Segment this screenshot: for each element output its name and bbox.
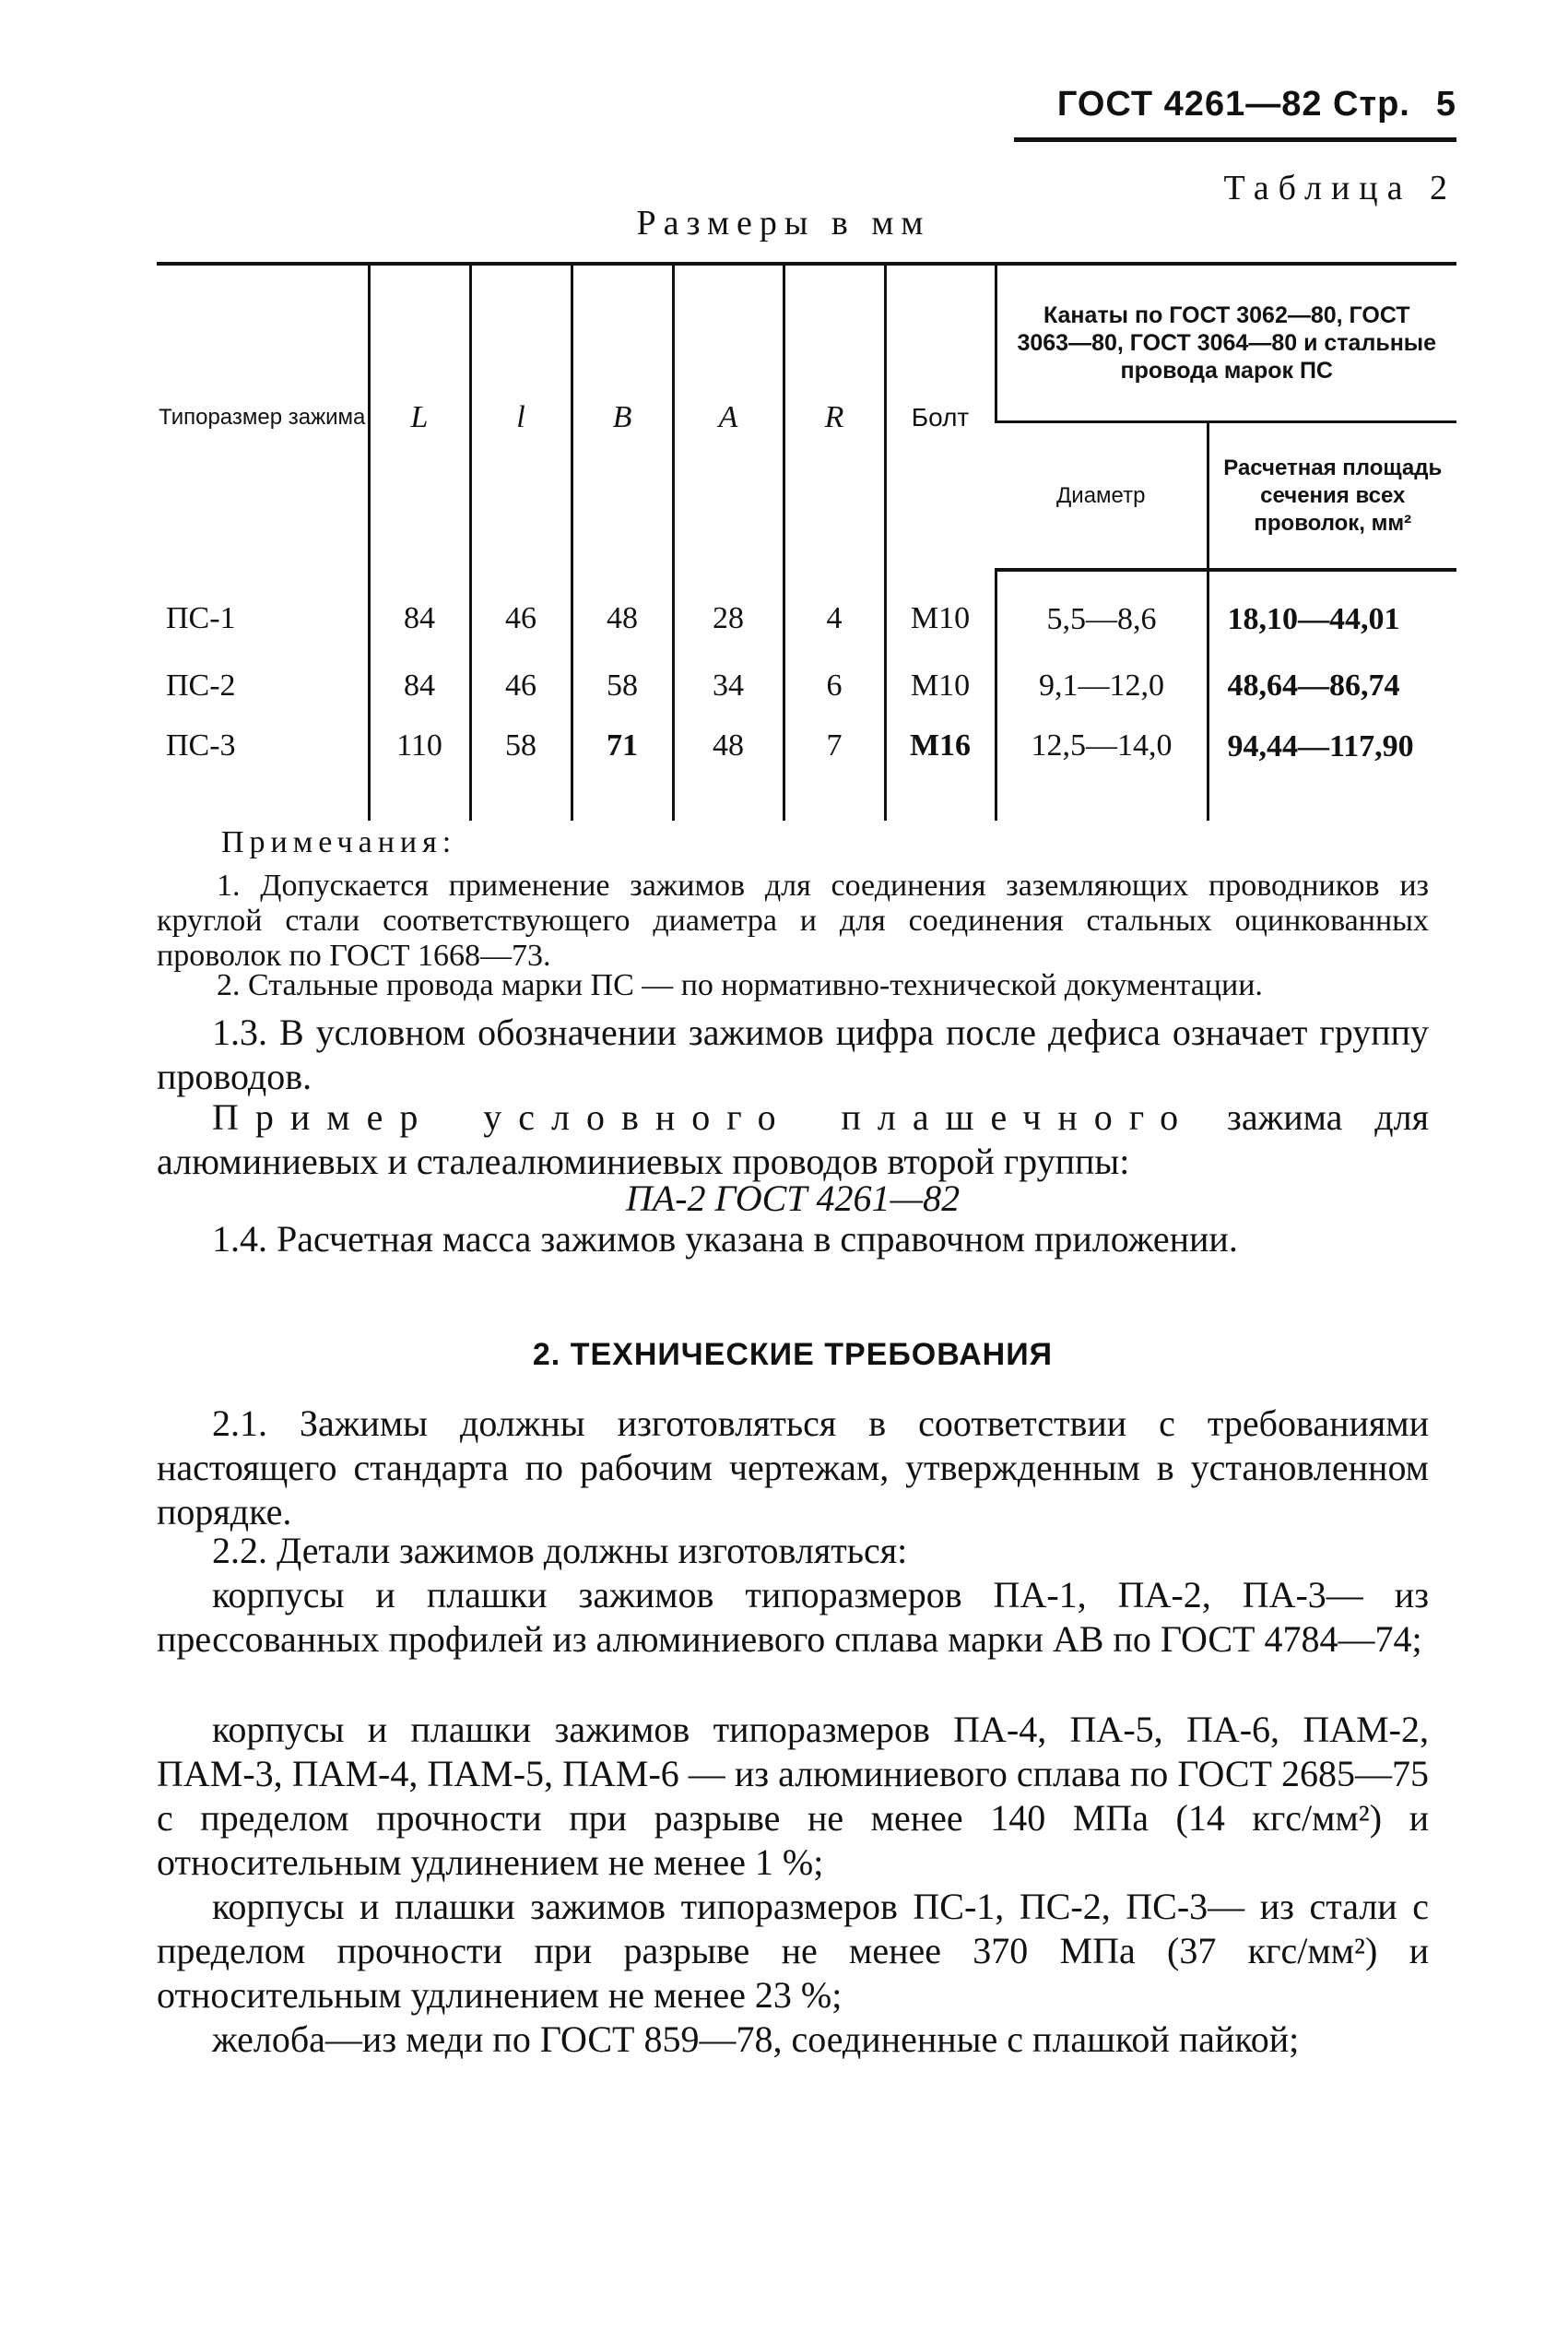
- col-header-area: Расчетная площадь сечения всех проволок, мм²: [1208, 422, 1456, 571]
- cell-L: 84: [369, 570, 470, 653]
- cell-B: 71: [572, 719, 673, 821]
- table-row: [157, 653, 1456, 719]
- cell-A: 48: [673, 719, 784, 821]
- col-header-A: A: [673, 264, 784, 570]
- col-header-bolt: Болт: [885, 264, 996, 570]
- page-number: 5: [1435, 85, 1456, 124]
- cell-bolt: М10: [885, 570, 996, 653]
- col-header-R: R: [784, 264, 885, 570]
- paragraph-example: [157, 1095, 1429, 1184]
- paragraph-2-1: 2.1. Зажимы должны изготовляться в соответствии с требованиями настоящего стандарта по рабочим чертежам, утвержденным в установленном порядке.: [157, 1402, 1429, 1532]
- cell-bolt: М16: [885, 719, 996, 821]
- list-item-pa: корпусы и плашки зажимов типоразмеров ПА-1, ПА-2, ПА-3— из прессованных профилей из алюминиевого сплава марки АВ по ГОСТ 4784—74;: [157, 1574, 1429, 1660]
- table-row: [157, 719, 1456, 821]
- spec-table: [157, 262, 1456, 821]
- cell-type: ПС-1: [166, 601, 236, 635]
- list-item-troughs: желоба—из меди по ГОСТ 859—78, соединенные с плашкой пайкой;: [212, 2018, 1300, 2060]
- units-caption: Размеры в мм: [636, 204, 931, 243]
- cell-R: 4: [784, 570, 885, 653]
- col-header-L: L: [369, 264, 470, 570]
- cell-L: 84: [369, 653, 470, 719]
- running-title: ГОСТ 4261—82 Стр.: [1056, 85, 1410, 124]
- paragraph-1-3: 1.3. В условном обозначении зажимов цифра после дефиса означает группу проводов.: [157, 1012, 1429, 1097]
- cell-l: 58: [470, 719, 572, 821]
- example-designation: ПА-2 ГОСТ 4261—82: [625, 1177, 961, 1219]
- section-2-title: 2. ТЕХНИЧЕСКИЕ ТРЕБОВАНИЯ: [532, 1337, 1054, 1372]
- cell-R: 7: [784, 719, 885, 821]
- col-header-cables-group: Канаты по ГОСТ 3062—80, ГОСТ 3063—80, ГОСТ 3064—80 и стальные провода марок ПС: [996, 264, 1456, 422]
- running-header: [1014, 85, 1456, 142]
- notes-title: Примечания:: [221, 825, 457, 859]
- cell-diameter: 5,5—8,6: [996, 570, 1208, 653]
- table-label: Таблица 2: [1223, 169, 1456, 207]
- example-text: зажима для алюминиевых и сталеалюминиевых проводов второй группы:: [157, 1096, 1429, 1182]
- cell-area: 94,44—117,90: [1208, 719, 1456, 821]
- cell-A: 34: [673, 653, 784, 719]
- cell-R: 6: [784, 653, 885, 719]
- col-header-B: B: [572, 264, 673, 570]
- cell-A: 28: [673, 570, 784, 653]
- col-header-l: l: [470, 264, 572, 570]
- list-item-pam: корпусы и плашки зажимов типоразмеров ПА-4, ПА-5, ПА-6, ПАМ-2, ПАМ-3, ПАМ-4, ПАМ-5, ПАМ-6 — из алюминиевого сплава по ГОСТ 2685—75 с пределом прочности при разрыве не менее 140 МПа (14 кгс/мм²) и относительным удлинением не менее 1 %;: [157, 1709, 1429, 1883]
- note-1: 1. Допускается применение зажимов для соединения заземляющих проводников из круглой стали соответствующего диаметра и для соединения стальных оцинкованных проволок по ГОСТ 1668—73.: [157, 869, 1429, 973]
- list-item-ps: корпусы и плашки зажимов типоразмеров ПС-1, ПС-2, ПС-3— из стали с пределом прочности при разрыве не менее 370 МПа (37 кгс/мм²) и относительным удлинением не менее 23 %;: [157, 1886, 1429, 2016]
- example-label: Пример условного плашечного: [212, 1096, 1196, 1138]
- paragraph-2-2: 2.2. Детали зажимов должны изготовляться:: [212, 1530, 908, 1571]
- cell-L: 110: [369, 719, 470, 821]
- cell-diameter: 9,1—12,0: [996, 653, 1208, 719]
- cell-B: 48: [572, 570, 673, 653]
- cell-type: ПС-3: [166, 728, 236, 763]
- col-header-type: Типоразмер зажима: [159, 405, 366, 430]
- cell-bolt: М10: [885, 653, 996, 719]
- cell-B: 58: [572, 653, 673, 719]
- col-header-diameter: Диаметр: [996, 422, 1208, 571]
- note-2: 2. Стальные провода марки ПС — по нормативно-технической документации.: [217, 968, 1263, 1002]
- cell-type: ПС-2: [166, 669, 236, 703]
- cell-area: 18,10—44,01: [1208, 570, 1456, 653]
- cell-area: 48,64—86,74: [1208, 653, 1456, 719]
- table-row: [157, 570, 1456, 653]
- cell-l: 46: [470, 653, 572, 719]
- paragraph-1-4: 1.4. Расчетная масса зажимов указана в справочном приложении.: [212, 1218, 1238, 1260]
- cell-l: 46: [470, 570, 572, 653]
- cell-diameter: 12,5—14,0: [996, 719, 1208, 821]
